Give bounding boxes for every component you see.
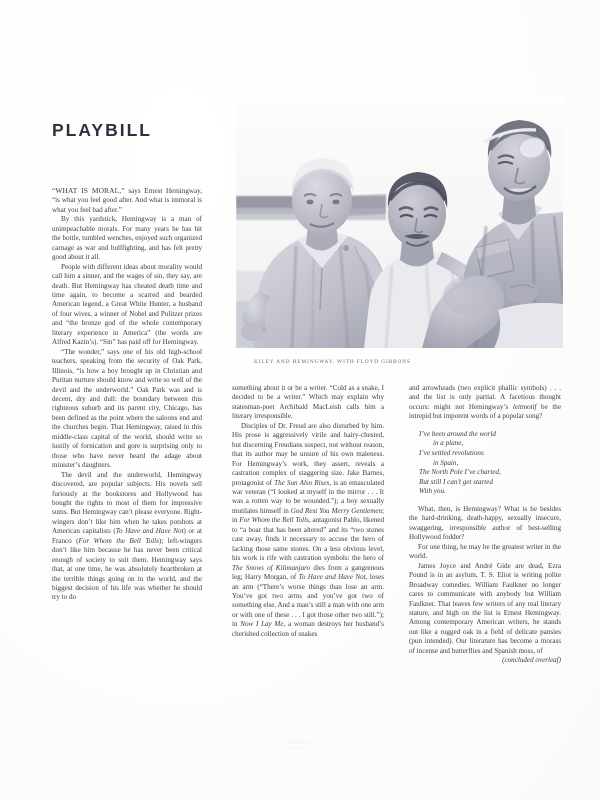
paragraph: What, then, is Hemingway? What is he besides the hard-drinking, death-happy, sexually insecure, swaggering, irresponsible author of best-selling Hollywood fodder?: [409, 504, 561, 542]
paragraph: “The wonder,” says one of his old high-school teachers, speaking from the security of Oak Park, Illinois, “is how a boy brought up in Christian and Puritan nurture should know and write so well of the devil and the underworld.” Oak Park was and is decent, dry and dull: the boundary between this righteous suburb and its parent city, Chicago, has been defined as the point where the saloons end and the churches begin. That Hemingway, raised in this middle-class capital of the world, should write so lustily of fornication and gore is surprising only to those who have never heard the adage about minister’s daughters.: [52, 347, 202, 470]
paragraph: [409, 384, 561, 422]
book-title: To Have and Have Not: [298, 573, 366, 582]
opening-smallcaps: “WHAT IS MORAL,”: [52, 186, 125, 195]
photo-caption: KILEY AND HEMINGWAY, WITH FLOYD GIBBONS: [254, 359, 411, 365]
verse-line: With you.: [419, 487, 446, 496]
paragraph-text: , a woman destroys her husband’s cherished collection of snakes: [232, 620, 384, 638]
verse-block: [409, 430, 561, 497]
paragraph-text: , loses an arm (“There’s worse things than lose an arm. You’ve got two arms and you’ve got two of something else. And a man’s still a man with one arm or with one of these . . . I got those other two still.”); in: [232, 573, 384, 629]
verse-line: The North Pole I’ve charted,: [419, 468, 501, 477]
photo-block: [236, 96, 563, 348]
article-column-3: [409, 384, 561, 758]
paragraph: By this yardstick, Hemingway is a man of unimpeachable morals. For many years he has hit the bottle, tumbled wenches, enjoyed such organized carnage as war and bullfighting, and has felt pretty good about it all.: [52, 215, 202, 262]
article-column-2: [232, 384, 384, 758]
concluded-overleaf-note: (concluded overleaf): [502, 656, 561, 665]
page-smudge: [288, 742, 310, 768]
paragraph-text: ) or at Franco (: [52, 527, 202, 545]
paragraph-text: ; in: [232, 506, 384, 525]
paragraph: James Joyce and André Gide are dead, Ezra Pound is in an asylum, T. S. Eliot is writing polite Broadway comedies, William Faulkner no longer cares to communicate with anybody but William Faulkner. That leaves few writers of any real literary stature, and high on the list is Ernest Hemingway. Among contemporary American writers, he stands out like a rugged oak in a field of delicate pansies (pun intended). Our literature has become a morass of incense and butterflies and Spanish moss, of: [409, 561, 561, 655]
book-title: For Whom the Bell Tolls: [239, 516, 309, 525]
article-photograph: [236, 96, 563, 348]
book-title: To Have and Have Not: [115, 527, 184, 536]
paragraph-text: ); left-wingers don’t like him because he has never been critical enough of society to suit them. Hemingway says that, at one time, he was absolutely heartbroken at the terrible things going on in the world, and the biggest decision of his life was whether he should try to do: [52, 536, 202, 602]
paragraph-text: and arrowheads (two explicit phallic symbols) . . . and the list is only partial. A facetious thought occurs: might not Hemingway’s: [409, 384, 561, 411]
verse-line: I’ve settled revolutions: [419, 449, 484, 457]
article-column-1: [52, 186, 202, 758]
page-title: PLAYBILL: [52, 120, 152, 140]
verse-line: in Spain,: [433, 458, 459, 467]
italic-term: leitmotif: [512, 402, 537, 411]
book-title: The Sun Also Rises: [274, 478, 330, 487]
verse-line: I’ve been around the world: [419, 429, 496, 438]
paragraph: [52, 186, 202, 215]
paragraph-text: The devil and the underworld, Hemingway discovered, are popular subjects. His novels sell furiously at the bookstores and Hollywood has bought the rights to most of them for impressive sums. But Hemingway can’t please everyone. Right-wingers don’t like him when he takes potshots at American capitalists (: [52, 470, 202, 536]
paragraph-text: be the intrepid but impotent words of a popular song?: [409, 402, 561, 421]
paragraph: For one thing, he may be the greatest writer in the world.: [409, 542, 561, 561]
paragraph: something about it or be a writer. “Cold as a snake, I decided to be a writer.” Which may explain why statesman-poet Archibald MacLeish calls him a literary irresponsible.: [232, 384, 384, 421]
paragraph-text: , is an emasculated war veteran (“I looked at myself in the mirror . . . It was a rotten way to be wounded.”); a boy sexually mutilates himself in: [232, 478, 385, 515]
book-title: The Snows of Kilimanjaro: [232, 563, 311, 572]
paragraph: People with different ideas about morality would call him a sinner, and the wages of sin, they say, are death. But Hemingway has cheated death time and time again, to become a scarred and bearded American legend, a Great White Hunter, a husband of four wives, a winner of Nobel and Pulitzer prizes and “the bronze god of the whole contemporary literary experience in America” (the words are Alfred Kazin’s). “Sin” has paid off for Hemingway.: [52, 262, 202, 347]
paragraph-text: says Ernest Hemingway, “is what you feel good after. And what is immoral is what you feel bad after.”: [52, 187, 202, 214]
book-title: For Whom the Bell Tolls: [78, 536, 159, 545]
paragraph-text: Disciples of Dr. Freud are also disturbed by him. His prose is aggressively virile and hairy-chested, but discerning Freudians suspect, not without reason, that its author may be unsure of his own maleness. For Hemingway’s work, they assert, reveals a castration complex of staggering size. Jake Barnes, protagonist of: [232, 421, 384, 487]
verse-line: But still I can’t get started: [419, 477, 493, 486]
paragraph-text: dies from a gangrenous leg; Harry Morgan, of: [232, 563, 384, 582]
book-title: Now I Lay Me: [240, 620, 284, 629]
paragraph: [232, 422, 384, 639]
verse-line: in a plane,: [433, 439, 464, 448]
paragraph-text: , antagonist Pablo, likened to “a boar that has been altered” and its “two stones cast away, finds it necessary to accuse the hero of lacking those same stones. On a less obvious level, his work is rife with castration symbols: the hero of: [232, 516, 384, 563]
book-title: God Rest You Merry Gentlemen: [290, 506, 383, 515]
paragraph: [52, 471, 202, 603]
